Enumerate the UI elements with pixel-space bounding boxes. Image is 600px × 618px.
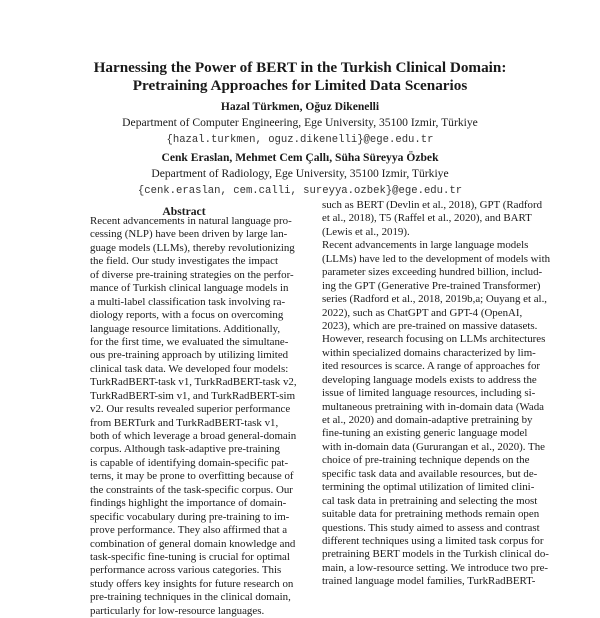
text-line: is capable of identifying domain-specific pat- <box>90 456 289 469</box>
text-line: performance across various categories. This <box>90 564 282 577</box>
text-line: findings highlight the importance of domain- <box>90 497 287 510</box>
text-line: task-specific fine-tuning is crucial for optimal <box>90 550 290 563</box>
text-line: 2022), such as ChatGPT and GPT-4 (OpenAI, <box>322 306 523 319</box>
text-line: ing the GPT (Generative Pre-trained Transformer) <box>322 279 541 292</box>
text-line: (LLMs) have led to the development of models with <box>322 252 551 265</box>
text-line: et al., 2018), T5 (Raffel et al., 2020), and BART <box>322 212 532 225</box>
text-line: different techniques using a limited task corpus for <box>322 534 544 547</box>
abstract-heading: Abstract <box>162 205 206 218</box>
text-line: language resource limitations. Additionally, <box>90 322 281 335</box>
text-line: study offers key insights for future research on <box>90 577 294 590</box>
authors-group-2: Cenk Eraslan, Mehmet Cem Çallı, Süha Süreyya Özbek <box>161 151 439 164</box>
authors-group-1: Hazal Türkmen, Oğuz Dikenelli <box>220 100 380 113</box>
affiliation-2: Department of Radiology, Ege University, 35100 Izmir, Türkiye <box>151 167 449 180</box>
text-line: (Lewis et al., 2019). <box>322 225 410 238</box>
text-line: TurkRadBERT-sim v1, and TurkRadBERT-sim <box>90 389 296 402</box>
text-line: mance of Turkish clinical language models in <box>90 282 289 295</box>
text-line: termining the optimal utilization of limited clini- <box>322 481 535 494</box>
text-line: choice of pre-training technique depends on the <box>322 454 530 467</box>
text-line: fine-tuning an existing generic language model <box>322 427 528 440</box>
paper-title-line-1: Harnessing the Power of BERT in the Turkish Clinical Domain: <box>93 59 507 76</box>
text-line: suitable data for pretraining methods remain open <box>322 508 540 521</box>
text-line: series (Radford et al., 2018, 2019b,a; Ouyang et al., <box>322 293 548 306</box>
text-line: such as BERT (Devlin et al., 2018), GPT (Radford <box>322 199 543 211</box>
text-line: corpus. Although task-adaptive pre-training <box>90 443 280 456</box>
text-line: a multi-label classification task involving ra- <box>90 295 286 308</box>
abstract-body <box>90 215 297 618</box>
text-line: guage models (LLMs), thereby revolutionizing <box>90 241 295 254</box>
text-line: both of which leverage a broad general-domain <box>90 430 297 442</box>
text-line: pre-training techniques in the clinical domain, <box>90 591 291 604</box>
paper-title-line-2: Pretraining Approaches for Limited Data Scenarios <box>132 77 468 94</box>
text-line: ited resources is scarce. A range of approaches for <box>322 360 541 373</box>
text-line: multaneous pretraining with in-domain data (Wada <box>322 400 545 413</box>
text-line: ous pre-training approach by utilizing limited <box>90 349 289 362</box>
text-line: specific vocabulary during pre-training to im- <box>90 510 290 523</box>
affiliation-1: Department of Computer Engineering, Ege University, 35100 Izmir, Türkiye <box>122 116 478 129</box>
text-line: Recent advancements in large language models <box>322 239 529 252</box>
text-line: the field. Our study investigates the impact <box>90 255 278 268</box>
text-line: TurkRadBERT-task v1, TurkRadBERT-task v2, <box>90 376 297 389</box>
text-line: from BERTurk and TurkRadBERT-task v1, <box>90 416 279 429</box>
text-line: with in-domain data (Gururangan et al., 2020). The <box>322 440 545 453</box>
text-line: 2023), which are pre-trained on massive datasets. <box>322 319 538 332</box>
text-line: parameter sizes exceeding hundred billion, includ- <box>322 266 543 279</box>
text-line: trained language model families, TurkRadBERT- <box>322 575 536 588</box>
text-line: within specialized domains characterized by lim- <box>322 346 536 359</box>
text-line: combination of general domain knowledge and <box>90 537 296 550</box>
text-line: cessing (NLP) have been driven by large lan- <box>90 228 288 241</box>
text-line: of diverse pre-training strategies on the perfor- <box>90 268 294 281</box>
text-line: Recent advancements in natural language pro- <box>90 215 292 227</box>
text-line: questions. This study aimed to assess and contrast <box>322 521 540 534</box>
introduction-body <box>322 199 551 589</box>
text-line: cal task data in pretraining and selecting the most <box>322 494 538 507</box>
text-line: clinical task data. We developed four models: <box>90 362 289 375</box>
text-line: issue of limited language resources, including si- <box>322 387 536 400</box>
text-line: prove performance. They also affirmed that a <box>90 524 288 537</box>
text-line: terns, it may be prone to overfitting because of <box>90 470 294 483</box>
email-2: {cenk.eraslan, cem.calli, sureyya.ozbek}@ege.edu.tr <box>137 185 463 197</box>
text-line: However, research focusing on LLMs architectures <box>322 333 546 346</box>
text-line: for the first time, we evaluated the simultane- <box>90 335 289 348</box>
text-line: the constraints of the task-specific corpus. Our <box>90 483 293 496</box>
text-line: et al., 2020) and domain-adaptive pretraining by <box>322 414 533 426</box>
text-line: v2. Our results revealed superior performance <box>90 403 291 416</box>
text-line: main, a low-resource setting. We introduce two pre- <box>322 561 549 574</box>
text-line: diology reports, with a focus on overcoming <box>90 309 284 322</box>
text-line: particularly for low-resource languages. <box>90 604 265 617</box>
text-line: pretraining BERT models in the Turkish clinical do- <box>322 548 549 561</box>
email-1: {hazal.turkmen, oguz.dikenelli}@ege.edu.tr <box>166 134 434 146</box>
text-line: specific task data and available resources, but de- <box>322 467 538 480</box>
text-line: developing language models exists to address the <box>322 373 537 386</box>
